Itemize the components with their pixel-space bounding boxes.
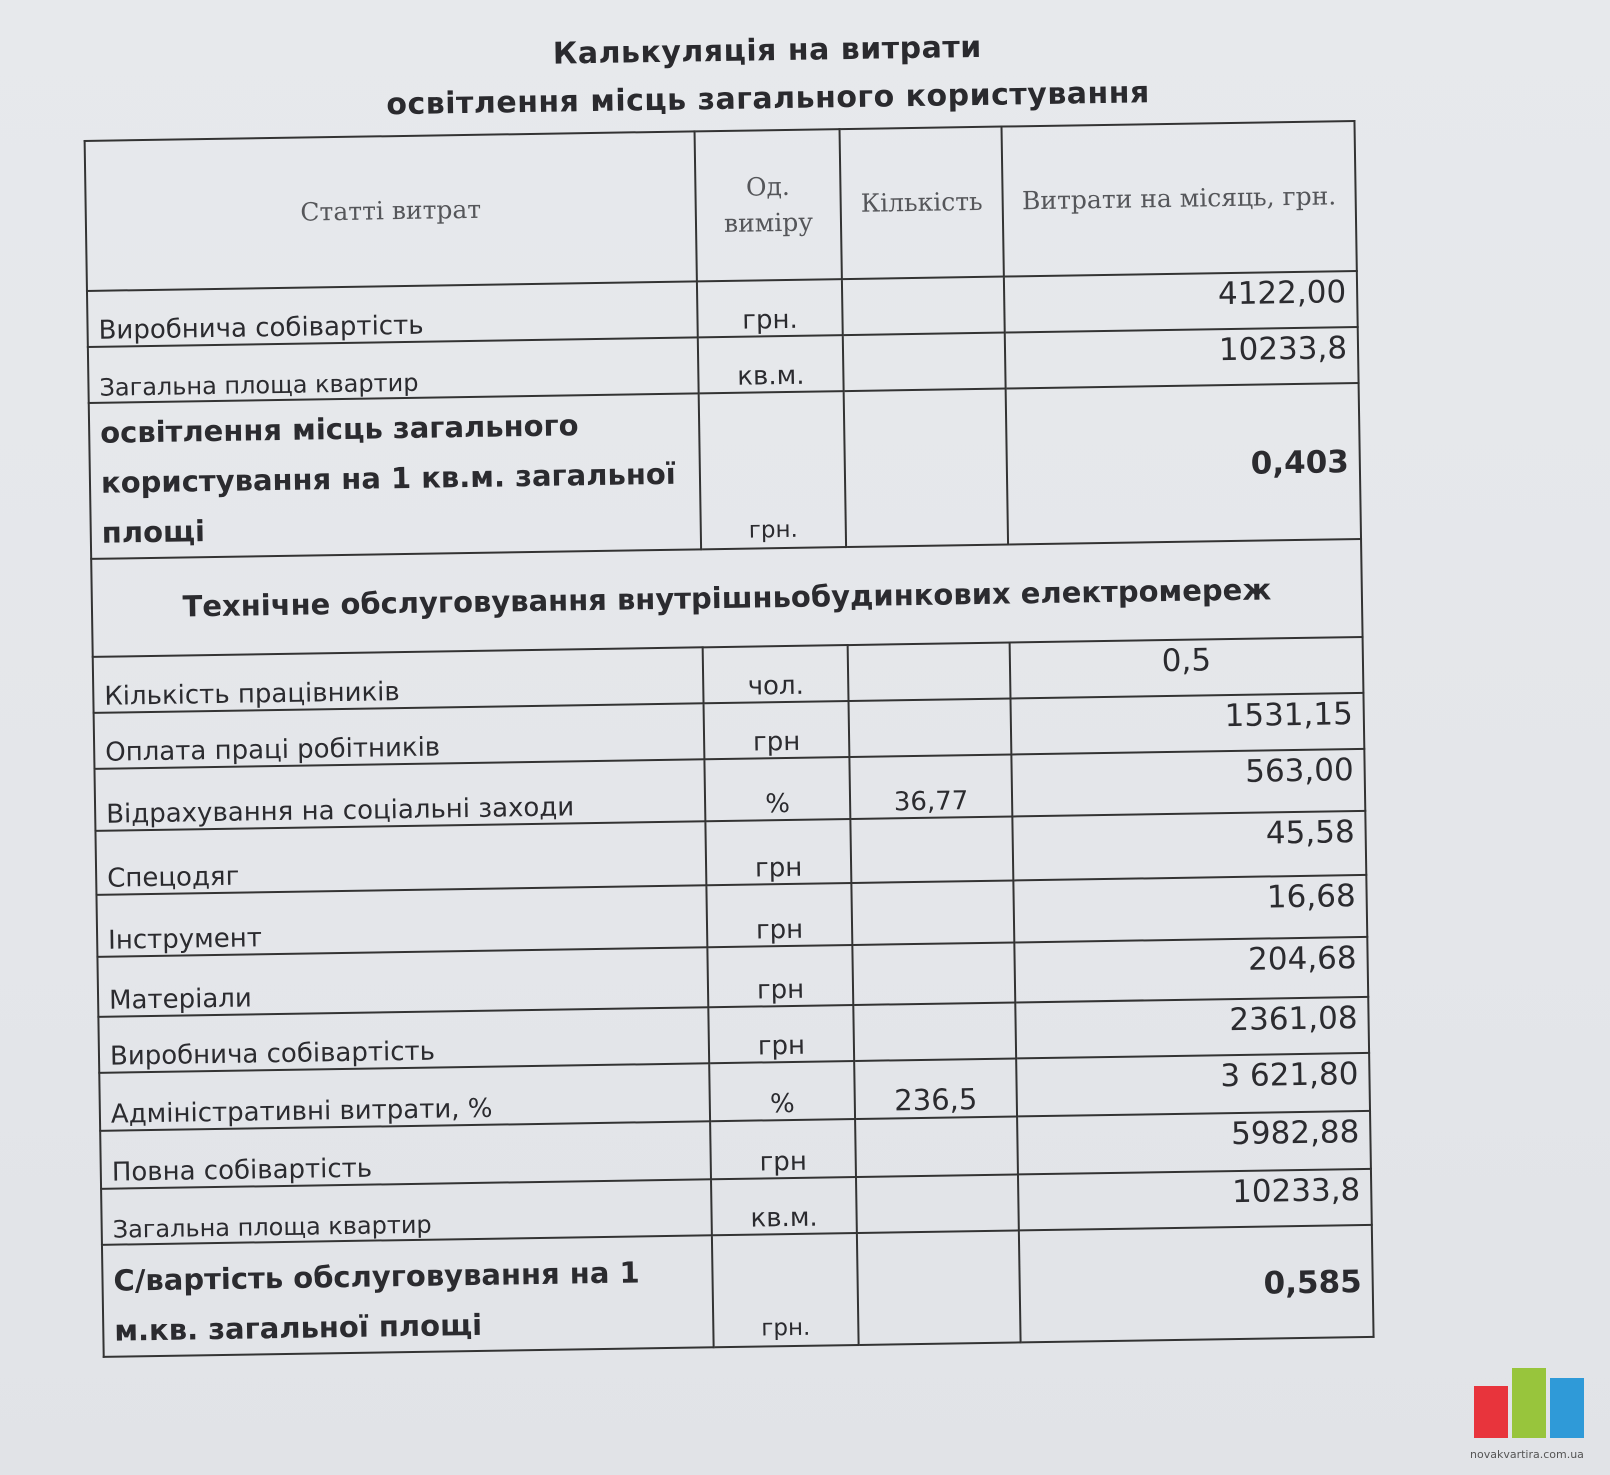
total-qty — [844, 389, 1008, 548]
logo-bar-blue — [1550, 1378, 1584, 1438]
total-row-lighting — [89, 383, 1361, 559]
row-qty — [842, 277, 1005, 336]
row-name: Повна собівартість — [100, 1121, 711, 1189]
row-unit: грн — [704, 701, 850, 759]
logo-bar-red — [1474, 1386, 1508, 1438]
row-name: Оплата праці робітників — [94, 703, 705, 769]
header-unit: Од. виміру — [695, 129, 842, 281]
header-quantity: Кількість — [840, 127, 1004, 280]
row-qty — [852, 942, 1015, 1005]
row-name: Кількість працівників — [93, 647, 704, 713]
row-unit: кв.м. — [698, 335, 844, 393]
row-unit: % — [704, 757, 850, 821]
row-qty: 36,77 — [849, 754, 1012, 819]
row-name: Виробнича собівартість — [87, 281, 698, 347]
row-unit: % — [709, 1061, 855, 1121]
section-title: Технічне обслуговування внутрішньобудинкових електромереж — [91, 539, 1362, 657]
row-qty — [856, 1174, 1019, 1233]
row-value: 0,5 — [1010, 637, 1364, 699]
title-line-2: освітлення місць загального користування — [386, 75, 1151, 123]
row-name: Загальна площа квартир — [101, 1179, 712, 1245]
row-name: Інструмент — [96, 885, 707, 957]
total-qty — [857, 1230, 1021, 1345]
title-line-1: Калькуляція на витрати — [552, 29, 983, 72]
total-value: 0,585 — [1019, 1225, 1374, 1343]
row-qty — [849, 698, 1012, 757]
site-logo — [1474, 1368, 1586, 1438]
row-unit: грн — [705, 819, 851, 885]
row-value: 10233,8 — [1018, 1169, 1372, 1231]
row-name: Загальна площа квартир — [88, 337, 699, 403]
row-qty — [843, 333, 1006, 392]
total-name: С/вартість обслуговування на 1 м.кв. загальної площі — [102, 1235, 714, 1357]
row-qty — [853, 1002, 1016, 1061]
calculation-document — [82, 17, 1413, 1357]
row-unit: грн — [706, 883, 852, 947]
row-name: Виробнича собівартість — [98, 1007, 709, 1073]
logo-bar-green — [1512, 1368, 1546, 1438]
row-name: Відрахування на соціальні заходи — [94, 759, 705, 831]
row-value: 10233,8 — [1005, 327, 1359, 389]
row-value: 5982,88 — [1017, 1111, 1371, 1175]
total-value: 0,403 — [1006, 383, 1361, 545]
site-watermark: novakvartira.com.ua — [1470, 1448, 1584, 1461]
row-value: 4122,00 — [1004, 271, 1358, 333]
row-qty — [851, 880, 1014, 945]
row-name: Адміністративні витрати, % — [99, 1063, 710, 1131]
cost-table — [84, 120, 1375, 1358]
row-qty — [848, 643, 1011, 702]
row-unit: чол. — [703, 645, 849, 703]
header-monthly-cost: Витрати на місяць, грн. — [1002, 121, 1357, 277]
row-value: 563,00 — [1011, 749, 1365, 817]
total-row-service — [102, 1225, 1374, 1357]
row-qty — [855, 1116, 1018, 1177]
row-value: 204,68 — [1014, 937, 1368, 1003]
row-qty — [850, 816, 1013, 883]
row-unit: грн — [710, 1119, 856, 1179]
row-qty: 236,5 — [854, 1058, 1017, 1119]
table-header-row — [85, 121, 1357, 291]
row-name: Матеріали — [97, 947, 708, 1017]
row-unit: грн — [707, 945, 853, 1007]
header-cost-items: Статті витрат — [85, 131, 697, 291]
document-title — [82, 17, 1393, 134]
row-name: Спецодяг — [95, 821, 706, 895]
row-value: 16,68 — [1013, 875, 1367, 943]
total-name: освітлення місць загального користування на 1 кв.м. загальної площі — [89, 393, 701, 559]
row-value: 1531,15 — [1010, 693, 1364, 755]
row-value: 2361,08 — [1015, 997, 1369, 1059]
row-unit: грн. — [697, 279, 843, 337]
row-unit: кв.м. — [711, 1177, 857, 1235]
total-unit: грн. — [712, 1233, 859, 1347]
row-value: 3 621,80 — [1016, 1053, 1370, 1117]
total-unit: грн. — [699, 391, 846, 549]
row-value: 45,58 — [1012, 811, 1366, 881]
row-unit: грн — [708, 1005, 854, 1063]
